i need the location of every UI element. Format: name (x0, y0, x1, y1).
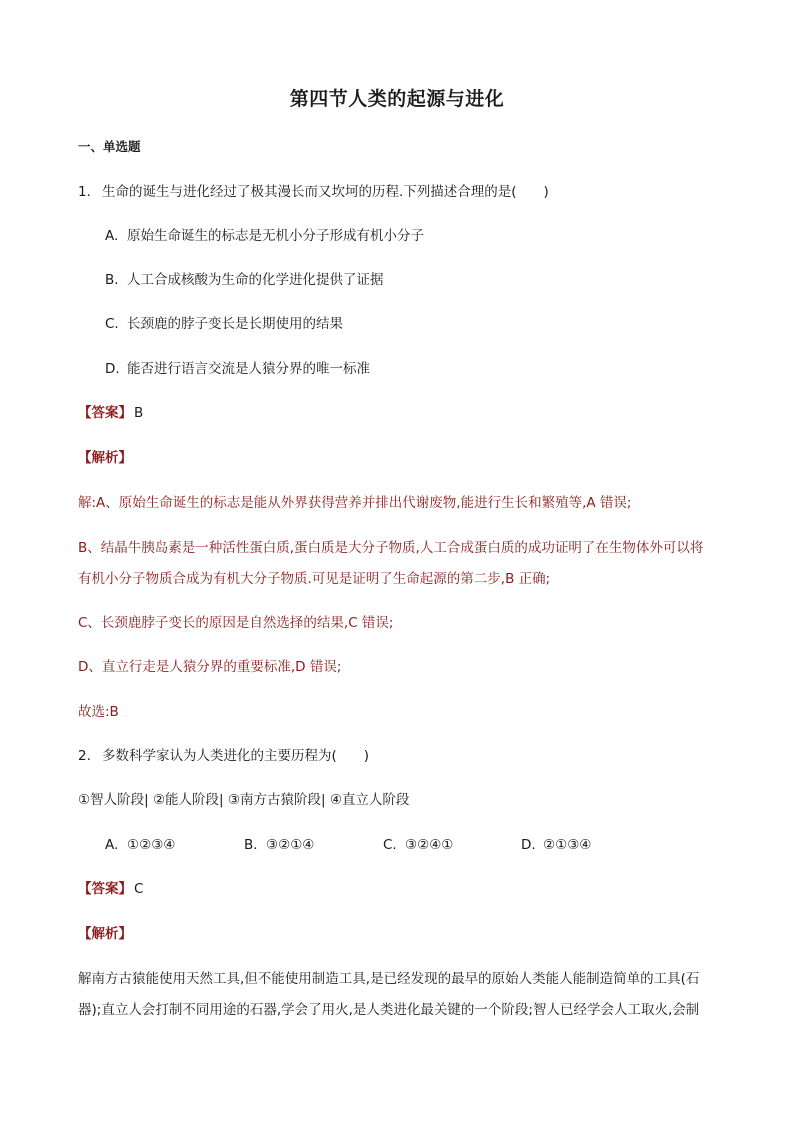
answer-label: 【答案】 (78, 405, 132, 421)
option-letter: B. (105, 272, 119, 288)
q1-analysis-line: 解:A、原始生命诞生的标志是能从外界获得营养并排出代谢废物,能进行生长和繁殖等,A 错误; (78, 495, 632, 511)
q1-option-c (105, 314, 343, 334)
q1-option-a (105, 226, 424, 246)
option-text: 能否进行语言交流是人猿分界的唯一标准 (127, 361, 370, 377)
q1-analysis-line: B、结晶牛胰岛素是一种活性蛋白质,蛋白质是大分子物质,人工合成蛋白质的成功证明了在生物体外可以将 (78, 540, 704, 556)
question-2 (78, 746, 369, 766)
option-letter: D. (521, 837, 536, 853)
answer-value: B (134, 405, 144, 421)
q2-analysis-label: 【解析】 (78, 926, 132, 942)
question-stem: 生命的诞生与进化经过了极其漫长而又坎坷的历程.下列描述合理的是( ) (102, 184, 549, 200)
q1-option-d (105, 359, 370, 379)
option-letter: C. (105, 316, 119, 332)
option-letter: A. (105, 228, 119, 244)
question-1 (78, 182, 549, 202)
q2-option-c (383, 835, 453, 855)
answer-value: C (134, 881, 144, 897)
q2-answer (78, 879, 143, 899)
q1-analysis-label: 【解析】 (78, 450, 132, 466)
q1-analysis-line: 有机小分子物质合成为有机大分子物质.可见是证明了生命起源的第二步,B 正确; (78, 571, 551, 587)
option-text: ①②③④ (127, 837, 176, 853)
option-text: 人工合成核酸为生命的化学进化提供了证据 (127, 272, 384, 288)
q1-analysis-line: D、直立行走是人猿分界的重要标准,D 错误; (78, 659, 342, 675)
q2-analysis-line: 器);直立人会打制不同用途的石器,学会了用火,是人类进化最关键的一个阶段;智人已经学会人工取火,会制 (78, 1002, 700, 1018)
option-letter: C. (383, 837, 397, 853)
option-letter: A. (105, 837, 119, 853)
option-text: ②①③④ (543, 837, 592, 853)
q2-option-d (521, 835, 591, 855)
option-text: 原始生命诞生的标志是无机小分子形成有机小分子 (127, 228, 424, 244)
q2-options-row (105, 835, 665, 855)
option-letter: B. (244, 837, 258, 853)
question-number: 2. (78, 748, 91, 764)
question-number: 1. (78, 184, 91, 200)
q2-stage-list: ①智人阶段| ②能人阶段| ③南方古猿阶段| ④直立人阶段 (78, 792, 410, 808)
q2-option-a (105, 835, 175, 855)
page-title: 第四节人类的起源与进化 (289, 88, 505, 110)
q1-answer (78, 403, 143, 423)
q1-analysis-line: C、长颈鹿脖子变长的原因是自然选择的结果,C 错误; (78, 615, 394, 631)
option-text: 长颈鹿的脖子变长是长期使用的结果 (127, 316, 343, 332)
section-heading: 一、单选题 (78, 139, 141, 154)
answer-label: 【答案】 (78, 881, 132, 897)
option-text: ③②①④ (266, 837, 315, 853)
option-text: ③②④① (405, 837, 454, 853)
q2-option-b (244, 835, 314, 855)
q2-analysis-line: 解南方古猿能使用天然工具,但不能使用制造工具,是已经发现的最早的原始人类能人能制造简单的工具(石 (78, 971, 700, 987)
q1-option-b (105, 270, 384, 290)
q1-conclusion: 故选:B (78, 704, 119, 720)
option-letter: D. (105, 361, 120, 377)
question-stem: 多数科学家认为人类进化的主要历程为( ) (102, 748, 370, 764)
